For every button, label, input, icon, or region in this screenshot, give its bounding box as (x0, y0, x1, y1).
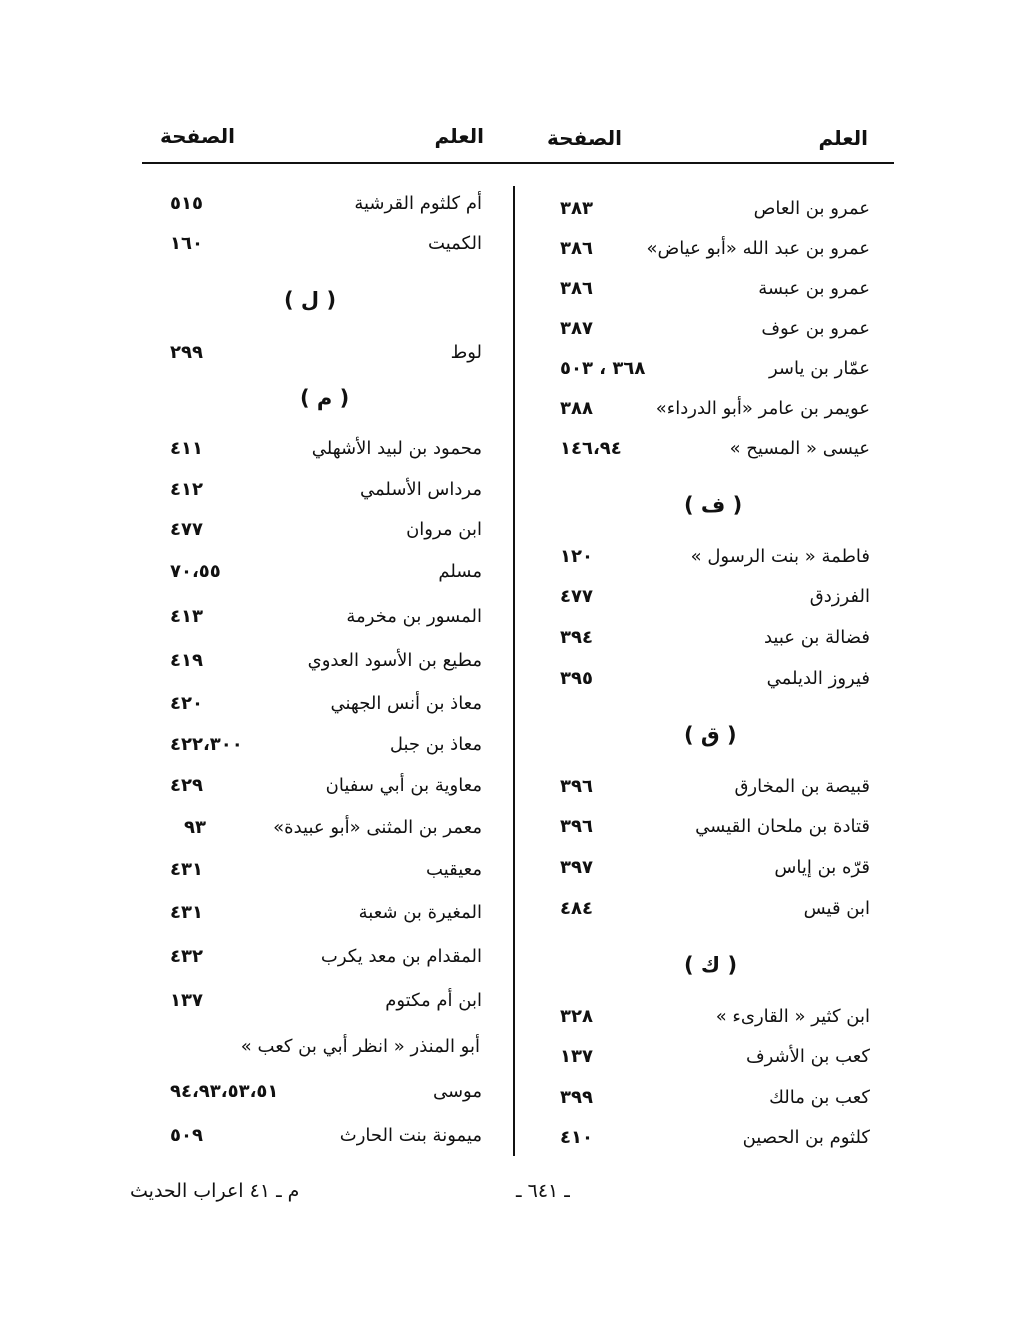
section-heading-kaf: ( ك ) (684, 953, 738, 977)
entry-name: مرداس الأسلمي (359, 479, 482, 500)
entry-page: ٤٣١ (170, 859, 203, 880)
entry-name: معيقيب (426, 859, 482, 880)
index-entry (170, 193, 482, 223)
index-entry (560, 238, 870, 268)
index-entry (560, 318, 870, 348)
index-entry (560, 816, 870, 846)
entry-page: ٣٨٣ (560, 198, 593, 219)
entry-page: ٤٢٩ (170, 775, 203, 796)
index-entry (560, 546, 870, 576)
entry-page: ١٦٠ (170, 233, 203, 254)
entry-page: ٣٩٩ (560, 1087, 593, 1108)
index-entry (560, 358, 870, 388)
entry-page: ٣٩٧ (560, 857, 593, 878)
index-entry (560, 898, 870, 928)
index-entry (170, 693, 482, 723)
entry-name: لوط (450, 342, 482, 363)
index-entry (560, 776, 870, 806)
entry-page: ٤١٩ (170, 650, 203, 671)
index-entry (560, 586, 870, 616)
entry-page: ٤١٢ (170, 479, 203, 500)
entry-page: ٣٨٦ (560, 238, 593, 259)
entry-name: معاذ بن جبل (389, 734, 482, 755)
entry-name: معاوية بن أبي سفيان (325, 775, 482, 796)
index-entry (560, 278, 870, 308)
index-entry (170, 1081, 482, 1111)
entry-name: ابن قيس (803, 898, 870, 919)
index-entry (170, 519, 482, 549)
entry-name: مطيع بن الأسود العدوي (307, 650, 482, 671)
page-number: ـ ٦٤١ ـ (516, 1180, 570, 1202)
index-entry (560, 857, 870, 887)
entry-name: عمّار بن ياسر (769, 358, 870, 379)
entry-name: كعب بن الأشرف (745, 1046, 870, 1067)
index-entry (170, 561, 482, 591)
signature-line: م ـ ٤١ اعراب الحديث (130, 1180, 300, 1202)
entry-page: ٤٨٤ (560, 898, 593, 919)
entry-name: ابن مروان (406, 519, 482, 540)
entry-page: ١٣٧ (560, 1046, 593, 1067)
entry-page: ٥١٥ (170, 193, 203, 214)
entry-name: فاطمة « بنت الرسول » (690, 546, 870, 567)
entry-name: ابن كثير « القارىء » (715, 1006, 870, 1027)
entry-name: أم كلثوم القرشية (354, 193, 482, 214)
entry-name: عمرو بن عوف (761, 318, 870, 339)
entry-name: عيسى « المسيح » (729, 438, 870, 459)
entry-name: فيروز الديلمي (766, 668, 870, 689)
entry-page: ٩٣ (184, 817, 206, 838)
index-entry (170, 817, 482, 847)
entry-page: ٣٦٨ ، ٥٠٣ (560, 358, 646, 379)
index-entry (170, 775, 482, 805)
index-entry (170, 479, 482, 509)
entry-page: ٤٢٢،٣٠٠ (170, 734, 243, 755)
header-rule (142, 162, 894, 164)
entry-page: ٤١١ (170, 438, 203, 459)
index-entry (170, 859, 482, 889)
index-entry (560, 438, 870, 468)
index-entry (560, 398, 870, 428)
section-heading-lam: ( ل ) (284, 288, 337, 312)
entry-page: ٤١٣ (170, 606, 203, 627)
entry-name: عمرو بن عبسة (758, 278, 870, 299)
index-entry (560, 198, 870, 228)
entry-name: معمر بن المثنى «أبو عبيدة» (273, 817, 482, 838)
entry-name: الكميت (428, 233, 482, 254)
entry-name: قبيصة بن المخارق (734, 776, 870, 797)
entry-page: ٩٤،٩٣،٥٣،٥١ (170, 1081, 279, 1102)
section-heading-qaf: ( ق ) (684, 723, 737, 747)
header-page-right: الصفحة (547, 126, 623, 150)
entry-page: ٧٠،٥٥ (170, 561, 221, 582)
entry-name: عمرو بن العاص (753, 198, 870, 219)
index-entry (170, 734, 482, 764)
index-entry (560, 627, 870, 657)
entry-name: المغيرة بن شعبة (358, 902, 482, 923)
entry-name: كلثوم بن الحصين (742, 1127, 870, 1148)
entry-name: المسور بن مخرمة (346, 606, 482, 627)
entry-name: الفرزدق (809, 586, 870, 607)
entry-page: ٣٨٧ (560, 318, 593, 339)
entry-page: ٤٢٠ (170, 693, 203, 714)
entry-name: محمود بن لبيد الأشهلي (311, 438, 482, 459)
header-name-left: العلم (434, 124, 484, 148)
column-divider (513, 186, 515, 1156)
entry-page: ٤١٠ (560, 1127, 593, 1148)
entry-page: ٤٣١ (170, 902, 203, 923)
index-entry (170, 1125, 482, 1155)
entry-page: ٣٢٨ (560, 1006, 593, 1027)
header-page-left: الصفحة (160, 124, 236, 148)
index-entry (170, 233, 482, 263)
header-name-right: العلم (818, 126, 868, 150)
entry-name: عمرو بن عبد الله «أبو عياض» (646, 238, 870, 259)
index-entry (560, 668, 870, 698)
entry-name: عويمر بن عامر «أبو الدرداء» (655, 398, 870, 419)
entry-name: قرّه بن إياس (774, 857, 870, 878)
index-entry (560, 1127, 870, 1157)
index-entry (560, 1046, 870, 1076)
entry-page: ٢٩٩ (170, 342, 203, 363)
index-entry (170, 990, 482, 1020)
index-entry (170, 1036, 482, 1066)
entry-page: ٤٧٧ (170, 519, 203, 540)
index-entry (170, 606, 482, 636)
index-entry (170, 902, 482, 932)
section-heading-mim: ( م ) (300, 386, 350, 410)
entry-page: ١٢٠ (560, 546, 593, 567)
index-entry (170, 650, 482, 680)
index-entry (170, 946, 482, 976)
entry-name: معاذ بن أنس الجهني (330, 693, 482, 714)
index-entry (170, 438, 482, 468)
entry-name: ابن أم مكتوم (385, 990, 482, 1011)
entry-name: كعب بن مالك (769, 1087, 870, 1108)
entry-name: قتادة بن ملحان القيسي (695, 816, 870, 837)
index-entry (170, 342, 482, 372)
entry-name: موسى (432, 1081, 482, 1102)
entry-page: ٥٠٩ (170, 1125, 203, 1146)
entry-page: ٣٩٤ (560, 627, 593, 648)
index-entry (560, 1006, 870, 1036)
section-heading-fa: ( ف ) (684, 493, 743, 517)
entry-name: المقدام بن معد يكرب (320, 946, 482, 967)
entry-page: ١٣٧ (170, 990, 203, 1011)
entry-page: ٤٧٧ (560, 586, 593, 607)
entry-page: ٣٨٨ (560, 398, 593, 419)
entry-page: ٣٩٥ (560, 668, 593, 689)
entry-page: ٤٣٢ (170, 946, 203, 967)
entry-name: مسلم (438, 561, 482, 582)
entry-page: ١٤٦،٩٤ (560, 438, 622, 459)
entry-name: ميمونة بنت الحارث (339, 1125, 482, 1146)
entry-name: فضالة بن عبيد (763, 627, 870, 648)
entry-page: ٣٩٦ (560, 776, 593, 797)
entry-page: ٣٩٦ (560, 816, 593, 837)
index-entry (560, 1087, 870, 1117)
entry-name: أبو المنذر « انظر أبي بن كعب » (240, 1036, 480, 1057)
entry-page: ٣٨٦ (560, 278, 593, 299)
